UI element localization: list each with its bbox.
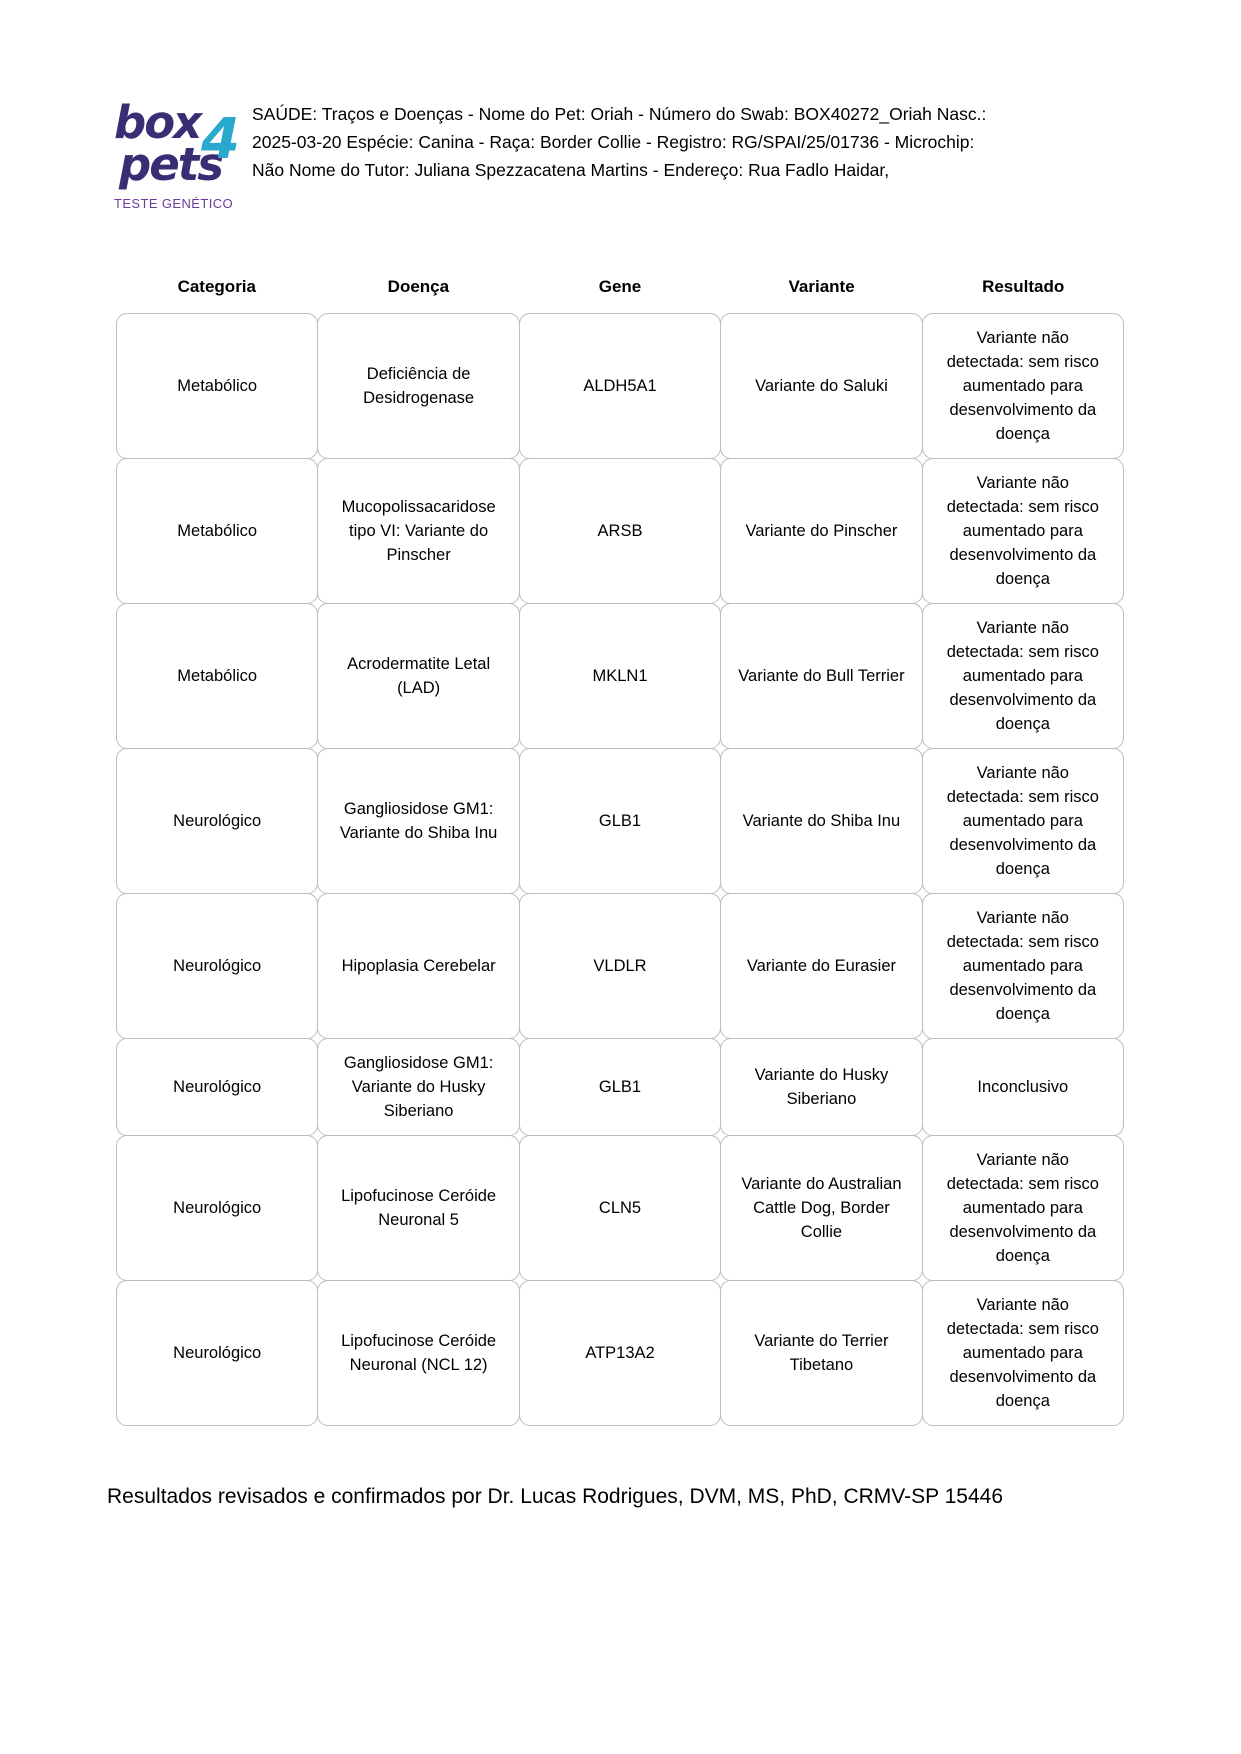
cell-text: Variante não detectada: sem risco aumentado para desenvolvimento da doença	[946, 474, 1099, 588]
cell-gene	[519, 603, 721, 749]
cell-text: Deficiência de Desidrogenase	[363, 365, 475, 407]
cell-doenca	[317, 313, 519, 459]
cell-variante	[720, 603, 922, 749]
column-header-categoria: Categoria	[177, 277, 256, 296]
cell-text: ARSB	[597, 522, 643, 540]
cell-text: Lipofucinose Ceróide Neuronal 5	[341, 1187, 497, 1229]
cell-gene	[519, 748, 721, 894]
cell-resultado	[922, 1280, 1124, 1426]
cell-doenca	[317, 1038, 519, 1136]
cell-variante	[720, 313, 922, 459]
cell-text: Variante do Saluki	[755, 377, 888, 395]
cell-variante	[720, 1038, 922, 1136]
cell-text: Variante do Terrier Tibetano	[754, 1332, 889, 1374]
cell-text: Neurológico	[173, 812, 262, 830]
cell-text: ATP13A2	[585, 1344, 655, 1362]
cell-text: Variante do Eurasier	[746, 957, 897, 975]
cell-text: Variante do Husky Siberiano	[754, 1066, 889, 1108]
table-row	[116, 313, 1124, 459]
cell-doenca	[317, 1135, 519, 1281]
cell-categoria	[116, 1135, 318, 1281]
cell-doenca	[317, 458, 519, 604]
logo-word-pets: pets	[119, 138, 223, 191]
cell-resultado	[922, 893, 1124, 1039]
cell-gene	[519, 893, 721, 1039]
cell-text: Variante do Pinscher	[745, 522, 898, 540]
cell-text: Metabólico	[177, 522, 258, 540]
cell-text: Gangliosidose GM1: Variante do Shiba Inu	[339, 800, 498, 842]
cell-doenca	[317, 1280, 519, 1426]
cell-gene	[519, 313, 721, 459]
table-row	[116, 748, 1124, 894]
cell-text: Neurológico	[173, 1078, 262, 1096]
reviewer-note: Resultados revisados e confirmados por Dr. Lucas Rodrigues, DVM, MS, PhD, CRMV-SP 15446	[107, 1485, 1004, 1508]
column-header-doenca: Doença	[387, 277, 450, 296]
logo-digit-4: 4	[201, 107, 240, 172]
table-body	[116, 313, 1124, 1426]
cell-categoria	[116, 603, 318, 749]
cell-categoria	[116, 1038, 318, 1136]
column-header-variante: Variante	[788, 277, 855, 296]
cell-text: CLN5	[598, 1199, 642, 1217]
cell-text: Neurológico	[173, 1344, 262, 1362]
logo-subtitle: TESTE GENÉTICO	[114, 196, 234, 211]
logo-word-box: box	[114, 96, 201, 149]
cell-categoria	[116, 748, 318, 894]
cell-doenca	[317, 893, 519, 1039]
cell-categoria	[116, 1280, 318, 1426]
cell-categoria	[116, 893, 318, 1039]
results-table	[116, 277, 1124, 1426]
cell-text: Mucopolissacaridose tipo VI: Variante do Pinscher	[341, 498, 496, 564]
cell-text: Neurológico	[173, 1199, 262, 1217]
cell-doenca	[317, 603, 519, 749]
table-row	[116, 1280, 1124, 1426]
cell-text: Variante não detectada: sem risco aumentado para desenvolvimento da doença	[946, 1151, 1099, 1265]
cell-text: GLB1	[598, 812, 642, 830]
cell-categoria	[116, 313, 318, 459]
table-row	[116, 1135, 1124, 1281]
cell-resultado	[922, 748, 1124, 894]
cell-resultado	[922, 603, 1124, 749]
table-row	[116, 1038, 1124, 1136]
cell-text: Variante do Bull Terrier	[738, 667, 905, 685]
cell-variante	[720, 748, 922, 894]
cell-text: Variante não detectada: sem risco aumentado para desenvolvimento da doença	[946, 329, 1099, 443]
cell-text: Variante não detectada: sem risco aumentado para desenvolvimento da doença	[946, 909, 1099, 1023]
cell-text: VLDLR	[593, 957, 647, 975]
cell-variante	[720, 893, 922, 1039]
cell-gene	[519, 1038, 721, 1136]
column-header-resultado: Resultado	[982, 277, 1065, 296]
cell-text: Lipofucinose Ceróide Neuronal (NCL 12)	[341, 1332, 497, 1374]
cell-text: Neurológico	[173, 957, 262, 975]
cell-categoria	[116, 458, 318, 604]
cell-text: Variante não detectada: sem risco aumentado para desenvolvimento da doença	[946, 764, 1099, 878]
cell-text: Hipoplasia Cerebelar	[341, 957, 496, 975]
table-row	[116, 893, 1124, 1039]
cell-text: GLB1	[598, 1078, 642, 1096]
cell-variante	[720, 1280, 922, 1426]
cell-text: Variante não detectada: sem risco aumentado para desenvolvimento da doença	[946, 619, 1099, 733]
table-header-row	[116, 277, 1124, 313]
cell-gene	[519, 1280, 721, 1426]
cell-variante	[720, 458, 922, 604]
cell-text: ALDH5A1	[583, 377, 657, 395]
cell-doenca	[317, 748, 519, 894]
cell-resultado	[922, 458, 1124, 604]
cell-resultado	[922, 1135, 1124, 1281]
cell-text: Gangliosidose GM1: Variante do Husky Siberiano	[343, 1054, 494, 1120]
cell-variante	[720, 1135, 922, 1281]
cell-text: Inconclusivo	[977, 1078, 1069, 1096]
cell-resultado	[922, 313, 1124, 459]
table-row	[116, 458, 1124, 604]
cell-text: Variante não detectada: sem risco aumentado para desenvolvimento da doença	[946, 1296, 1099, 1410]
cell-gene	[519, 1135, 721, 1281]
cell-text: Metabólico	[177, 667, 258, 685]
report-header	[0, 0, 1241, 211]
cell-text: Acrodermatite Letal (LAD)	[347, 655, 491, 697]
cell-text: Variante do Australian Cattle Dog, Border Collie	[741, 1175, 902, 1241]
cell-text: Variante do Shiba Inu	[742, 812, 901, 830]
column-header-gene: Gene	[598, 277, 642, 296]
cell-text: Metabólico	[177, 377, 258, 395]
cell-text: MKLN1	[592, 667, 648, 685]
table-row	[116, 603, 1124, 749]
cell-gene	[519, 458, 721, 604]
cell-resultado	[922, 1038, 1124, 1136]
box4pets-logo	[114, 96, 240, 211]
pet-info-text: SAÚDE: Traços e Doenças - Nome do Pet: Oriah - Número do Swab: BOX40272_Oriah Nasc.: 2025-03-20 Espécie: Canina - Raça: Border Collie - Registro: RG/SPAI/25/01736 - Microchip: Não Nome do Tutor: Juliana Spezzacatena Martins - Endereço: Rua Fadlo Haidar,	[252, 104, 987, 180]
